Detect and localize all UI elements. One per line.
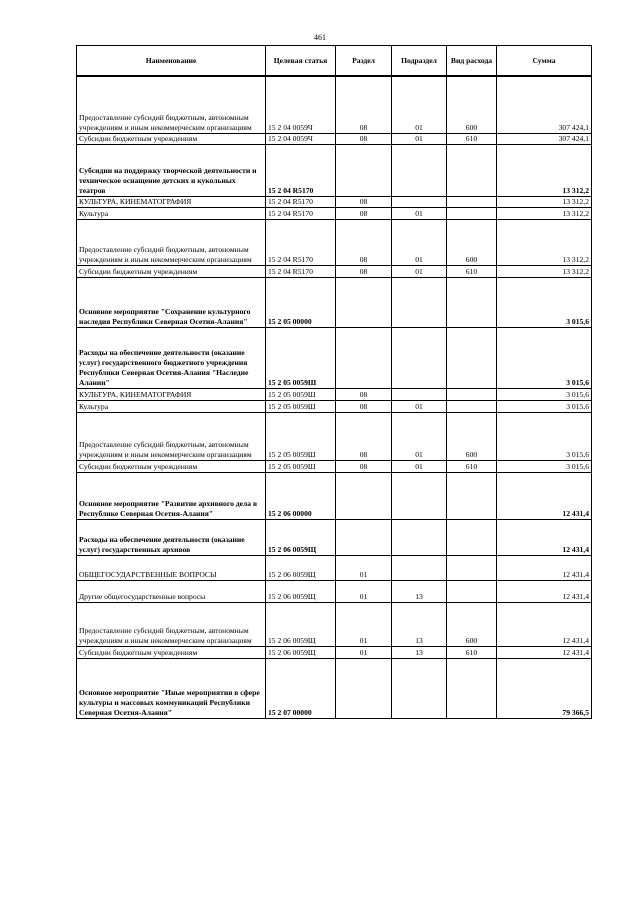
cell-expense-type: 610 bbox=[447, 646, 497, 658]
cell-expense-type bbox=[447, 400, 497, 412]
cell-amount: 13 312,2 bbox=[497, 144, 592, 196]
cell-amount: 307 424,1 bbox=[497, 76, 592, 133]
cell-section: 08 bbox=[336, 196, 392, 207]
cell-amount: 3 015,6 bbox=[497, 412, 592, 460]
cell-amount: 3 015,6 bbox=[497, 460, 592, 472]
cell-section: 08 bbox=[336, 388, 392, 400]
cell-amount: 12 431,4 bbox=[497, 472, 592, 519]
cell-expense-type: 610 bbox=[447, 133, 497, 144]
cell-section bbox=[336, 144, 392, 196]
cell-amount: 12 431,4 bbox=[497, 555, 592, 580]
cell-name: Субсидии бюджетным учреждениям bbox=[77, 646, 266, 658]
cell-expense-type bbox=[447, 196, 497, 207]
cell-subsection bbox=[392, 658, 447, 718]
table-header-row bbox=[77, 46, 592, 77]
cell-expense-type bbox=[447, 580, 497, 602]
cell-name: Другие общегосударственные вопросы bbox=[77, 580, 266, 602]
cell-article: 15 2 06 0059Щ bbox=[266, 519, 336, 555]
cell-article: 15 2 05 0059Ш bbox=[266, 388, 336, 400]
header-name: Наименование bbox=[77, 46, 266, 77]
table-row bbox=[77, 400, 592, 412]
cell-name: Предоставление субсидий бюджетным, автономным учреждениям и иным некоммерческим организациям bbox=[77, 76, 266, 133]
cell-article: 15 2 04 R5170 bbox=[266, 265, 336, 277]
table-row bbox=[77, 580, 592, 602]
cell-article: 15 2 06 0059Щ bbox=[266, 602, 336, 646]
cell-name: КУЛЬТУРА, КИНЕМАТОГРАФИЯ bbox=[77, 196, 266, 207]
cell-name: Предоставление субсидий бюджетным, автономным учреждениям и иным некоммерческим организациям bbox=[77, 602, 266, 646]
cell-amount: 12 431,4 bbox=[497, 519, 592, 555]
cell-section: 08 bbox=[336, 207, 392, 219]
cell-expense-type bbox=[447, 472, 497, 519]
cell-amount: 13 312,2 bbox=[497, 207, 592, 219]
cell-section: 08 bbox=[336, 265, 392, 277]
table-row bbox=[77, 144, 592, 196]
cell-subsection bbox=[392, 144, 447, 196]
header-article: Целевая статья bbox=[266, 46, 336, 77]
table-row bbox=[77, 602, 592, 646]
page-number: 461 bbox=[314, 33, 326, 42]
cell-amount: 13 312,2 bbox=[497, 219, 592, 265]
cell-subsection bbox=[392, 519, 447, 555]
table-row bbox=[77, 460, 592, 472]
cell-article: 15 2 04 R5170 bbox=[266, 219, 336, 265]
cell-subsection: 01 bbox=[392, 400, 447, 412]
cell-name: Субсидии бюджетным учреждениям bbox=[77, 133, 266, 144]
cell-expense-type: 610 bbox=[447, 265, 497, 277]
cell-subsection: 01 bbox=[392, 76, 447, 133]
table-row bbox=[77, 555, 592, 580]
cell-expense-type bbox=[447, 388, 497, 400]
cell-name: Основное мероприятие "Развитие архивного дела в Республике Северная Осетия-Алания" bbox=[77, 472, 266, 519]
cell-subsection: 01 bbox=[392, 207, 447, 219]
cell-subsection: 13 bbox=[392, 646, 447, 658]
cell-name: Субсидии бюджетным учреждениям bbox=[77, 460, 266, 472]
cell-amount: 13 312,2 bbox=[497, 265, 592, 277]
cell-section bbox=[336, 519, 392, 555]
cell-section: 01 bbox=[336, 602, 392, 646]
cell-section bbox=[336, 327, 392, 388]
cell-subsection bbox=[392, 277, 447, 327]
header-section: Раздел bbox=[336, 46, 392, 77]
cell-article: 15 2 04 0059Ч bbox=[266, 76, 336, 133]
cell-amount: 13 312,2 bbox=[497, 196, 592, 207]
table-row bbox=[77, 472, 592, 519]
cell-subsection: 01 bbox=[392, 133, 447, 144]
cell-name: Основное мероприятие "Иные мероприятия в сфере культуры и массовых коммуникаций Республики Северная Осетия-Алания" bbox=[77, 658, 266, 718]
cell-name: Предоставление субсидий бюджетным, автономным учреждениям и иным некоммерческим организациям bbox=[77, 219, 266, 265]
cell-subsection bbox=[392, 388, 447, 400]
cell-subsection bbox=[392, 196, 447, 207]
cell-section: 08 bbox=[336, 412, 392, 460]
cell-article: 15 2 05 00000 bbox=[266, 277, 336, 327]
cell-expense-type bbox=[447, 144, 497, 196]
cell-expense-type bbox=[447, 658, 497, 718]
cell-name: Культура bbox=[77, 400, 266, 412]
cell-section bbox=[336, 658, 392, 718]
cell-amount: 3 015,6 bbox=[497, 277, 592, 327]
cell-section: 08 bbox=[336, 133, 392, 144]
cell-subsection bbox=[392, 472, 447, 519]
table-row bbox=[77, 133, 592, 144]
cell-article: 15 2 06 0059Щ bbox=[266, 555, 336, 580]
cell-amount: 3 015,6 bbox=[497, 400, 592, 412]
cell-name: Расходы на обеспечение деятельности (оказание услуг) государственного бюджетного учреждения Республики Северная Осетия-Алания "Наследие Алании" bbox=[77, 327, 266, 388]
cell-expense-type bbox=[447, 555, 497, 580]
cell-amount: 79 366,5 bbox=[497, 658, 592, 718]
header-expense-type: Вид расхода bbox=[447, 46, 497, 77]
cell-article: 15 2 04 R5170 bbox=[266, 196, 336, 207]
table-row bbox=[77, 658, 592, 718]
cell-section: 01 bbox=[336, 580, 392, 602]
cell-section: 01 bbox=[336, 646, 392, 658]
header-amount: Сумма bbox=[497, 46, 592, 77]
table-row bbox=[77, 207, 592, 219]
cell-expense-type: 610 bbox=[447, 460, 497, 472]
cell-section: 08 bbox=[336, 400, 392, 412]
cell-amount: 12 431,4 bbox=[497, 580, 592, 602]
cell-expense-type bbox=[447, 207, 497, 219]
table-row bbox=[77, 196, 592, 207]
cell-name: ОБЩЕГОСУДАРСТВЕННЫЕ ВОПРОСЫ bbox=[77, 555, 266, 580]
cell-subsection: 01 bbox=[392, 412, 447, 460]
table-row bbox=[77, 327, 592, 388]
cell-section: 08 bbox=[336, 76, 392, 133]
cell-expense-type bbox=[447, 277, 497, 327]
cell-article: 15 2 05 0059Ш bbox=[266, 400, 336, 412]
table-row bbox=[77, 219, 592, 265]
cell-section: 01 bbox=[336, 555, 392, 580]
cell-amount: 12 431,4 bbox=[497, 602, 592, 646]
cell-subsection: 13 bbox=[392, 580, 447, 602]
table-row bbox=[77, 388, 592, 400]
table-row bbox=[77, 277, 592, 327]
header-subsection: Подраздел bbox=[392, 46, 447, 77]
cell-amount: 307 424,1 bbox=[497, 133, 592, 144]
table-row bbox=[77, 519, 592, 555]
cell-article: 15 2 04 0059Ч bbox=[266, 133, 336, 144]
cell-name: Расходы на обеспечение деятельности (оказание услуг) государственных архивов bbox=[77, 519, 266, 555]
cell-section bbox=[336, 277, 392, 327]
cell-name: Субсидии на поддержку творческой деятельности и техническое оснащение детских и кукольных театров bbox=[77, 144, 266, 196]
table-row bbox=[77, 646, 592, 658]
cell-name: КУЛЬТУРА, КИНЕМАТОГРАФИЯ bbox=[77, 388, 266, 400]
cell-article: 15 2 05 0059Ш bbox=[266, 460, 336, 472]
cell-subsection bbox=[392, 555, 447, 580]
cell-article: 15 2 06 0059Щ bbox=[266, 646, 336, 658]
cell-expense-type: 600 bbox=[447, 219, 497, 265]
cell-name: Культура bbox=[77, 207, 266, 219]
cell-section bbox=[336, 472, 392, 519]
cell-amount: 3 015,6 bbox=[497, 388, 592, 400]
cell-subsection: 13 bbox=[392, 602, 447, 646]
table-body bbox=[77, 76, 592, 718]
cell-expense-type bbox=[447, 519, 497, 555]
cell-section: 08 bbox=[336, 219, 392, 265]
cell-amount: 12 431,4 bbox=[497, 646, 592, 658]
cell-expense-type: 600 bbox=[447, 76, 497, 133]
cell-subsection: 01 bbox=[392, 265, 447, 277]
cell-name: Предоставление субсидий бюджетным, автономным учреждениям и иным некоммерческим организациям bbox=[77, 412, 266, 460]
cell-article: 15 2 05 0059Ш bbox=[266, 412, 336, 460]
cell-article: 15 2 04 R5170 bbox=[266, 207, 336, 219]
cell-expense-type: 600 bbox=[447, 602, 497, 646]
table-row bbox=[77, 412, 592, 460]
cell-section: 08 bbox=[336, 460, 392, 472]
cell-article: 15 2 06 00000 bbox=[266, 472, 336, 519]
cell-amount: 3 015,6 bbox=[497, 327, 592, 388]
table-row bbox=[77, 76, 592, 133]
budget-table bbox=[76, 45, 592, 719]
cell-article: 15 2 06 0059Щ bbox=[266, 580, 336, 602]
cell-subsection bbox=[392, 327, 447, 388]
cell-article: 15 2 05 0059Ш bbox=[266, 327, 336, 388]
table-row bbox=[77, 265, 592, 277]
cell-article: 15 2 04 R5170 bbox=[266, 144, 336, 196]
cell-article: 15 2 07 00000 bbox=[266, 658, 336, 718]
cell-name: Субсидии бюджетным учреждениям bbox=[77, 265, 266, 277]
cell-name: Основное мероприятие "Сохранение культурного наследия Республики Северная Осетия-Алания" bbox=[77, 277, 266, 327]
cell-expense-type: 600 bbox=[447, 412, 497, 460]
cell-subsection: 01 bbox=[392, 219, 447, 265]
cell-expense-type bbox=[447, 327, 497, 388]
cell-subsection: 01 bbox=[392, 460, 447, 472]
